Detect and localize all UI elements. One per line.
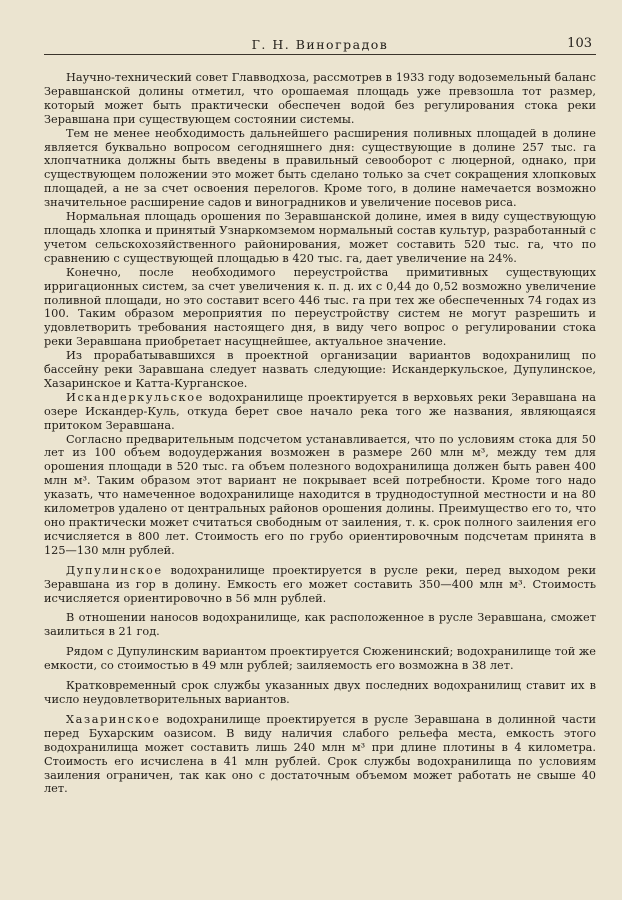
paragraph-2: Тем не менее необходимость дальнейшего расширения поливных площадей в долине является буквально вопросом сегодняшнего дня: существующие в долине 257 тыс. га хлопчатника должны быть введены в правильный севооборот с люцерной, однако, при существующем положении это может быть сделано только за счет сокращения хлопковых площадей, а не за счет освоения перелогов. Кроме того, в долине намечается возможно значительное расширение садов и виноградников и увеличение посевов риса. — [44, 126, 596, 210]
running-head: Г. Н. Виноградов — [251, 37, 389, 52]
section-lead-dupulin: Дупулинское — [66, 563, 163, 577]
paragraph-1: Научно-технический совет Главводхоза, рассмотрев в 1933 году водоземельный баланс Зеравшанской долины отметил, что орошаемая площадь уже превзошла тот размер, который может быть практически обеспечен водой без регулирования стока реки Зеравшана при существующем состоянии системы. — [44, 71, 596, 126]
paragraph-11: Кратковременный срок службы указанных двух последних водохранилищ ставит их в число неудовлетворительных вариантов. — [44, 679, 596, 706]
section-lead-khazarin: Хазаринское — [66, 712, 161, 726]
section-lead-iskanderkul: Искандеркульское — [66, 390, 204, 404]
paragraph-7: Согласно предварительным подсчетом устанавливается, что по условиям стока для 50 лет из 100 объем водоудержания возможен в размере 260 млн м³, между тем для орошения площади в 520 тыс. га объем полезного водохранилища должен быть равен 400 млн м³. Таким образом этот вариант не покрывает всей потребности. Кроме того надо указать, что намеченное водохранилище находится в труднодоступной местности и на 80 километров удалено от центральных районов орошения долины. Преимущество его то, что оно практически может считаться свободным от заиления, т. к. срок полного заиления его исчисляется в 800 лет. Стоимость его по грубо ориентировочным подсчетам принята в 125—130 млн рублей. — [44, 432, 596, 557]
paragraph-12: Хазаринское водохранилище проектируется в русле Зеравшана в долинной части перед Бухарским оазисом. В виду наличия слабого рельефа места, емкость этого водохранилища может составить лишь 240 млн м³ при длине плотины в 4 километра. Стоимость его исчислена в 41 млн рублей. Срок службы водохранилища по условиям заиления ограничен, так как оно с достаточным объемом может работать не свыше 40 лет. — [44, 712, 596, 796]
page-number: 103 — [567, 36, 592, 51]
paragraph-10: Рядом с Дупулинским вариантом проектируется Сюженинский; водохранилище той же емкости, со стоимостью в 49 млн рублей; заиляемость его возможна в 38 лет. — [44, 645, 596, 673]
paragraph-4: Конечно, после необходимого переустройства примитивных существующих ирригационных систем, за счет увеличения к. п. д. их с 0,44 до 0,52 возможно увеличение поливной площади, но это составит всего 446 тыс. га при тех же обеспеченных 74 годах из 100. Таким образом мероприятия по переустройству систем не могут разрешить и удовлетворить требования настоящего дня, в виду чего вопрос о регулировании стока реки Зеравшана приобретает насущнейшее, актуальное значение. — [44, 265, 596, 349]
paragraph-5: Из прорабатывавшихся в проектной организации вариантов водохранилищ по бассейну реки Заравшана следует назвать следующие: Искандеркульское, Дупулинское, Хазаринское и Катта-Курганское. — [44, 349, 596, 390]
paragraph-3: Нормальная площадь орошения по Зеравшанской долине, имея в виду существующую площадь хлопка и принятый Узнаркомземом нормальный состав культур, разработанный с учетом сельскохозяйственного районирования, может составить 520 тыс. га, что по сравнению с существующей площадью в 420 тыс. га, дает увеличение на 24%. — [44, 210, 596, 265]
page-header — [44, 36, 596, 55]
body-text — [44, 71, 596, 796]
paragraph-6: Искандеркульское водохранилище проектируется в верховьях реки Зеравшана на озере Искандер-Куль, откуда берет свое начало река того же названия, являющаяся притоком Зеравшана. — [44, 390, 596, 432]
paragraph-9: В отношении наносов водохранилище, как расположенное в русле Зеравшана, сможет заилиться в 21 год. — [44, 611, 596, 639]
paragraph-8: Дупулинское водохранилище проектируется в русле реки, перед выходом реки Зеравшана из гор в долину. Емкость его может составить 350—400 млн м³. Стоимость исчисляется ориентировочно в 56 млн рублей. — [44, 563, 596, 605]
